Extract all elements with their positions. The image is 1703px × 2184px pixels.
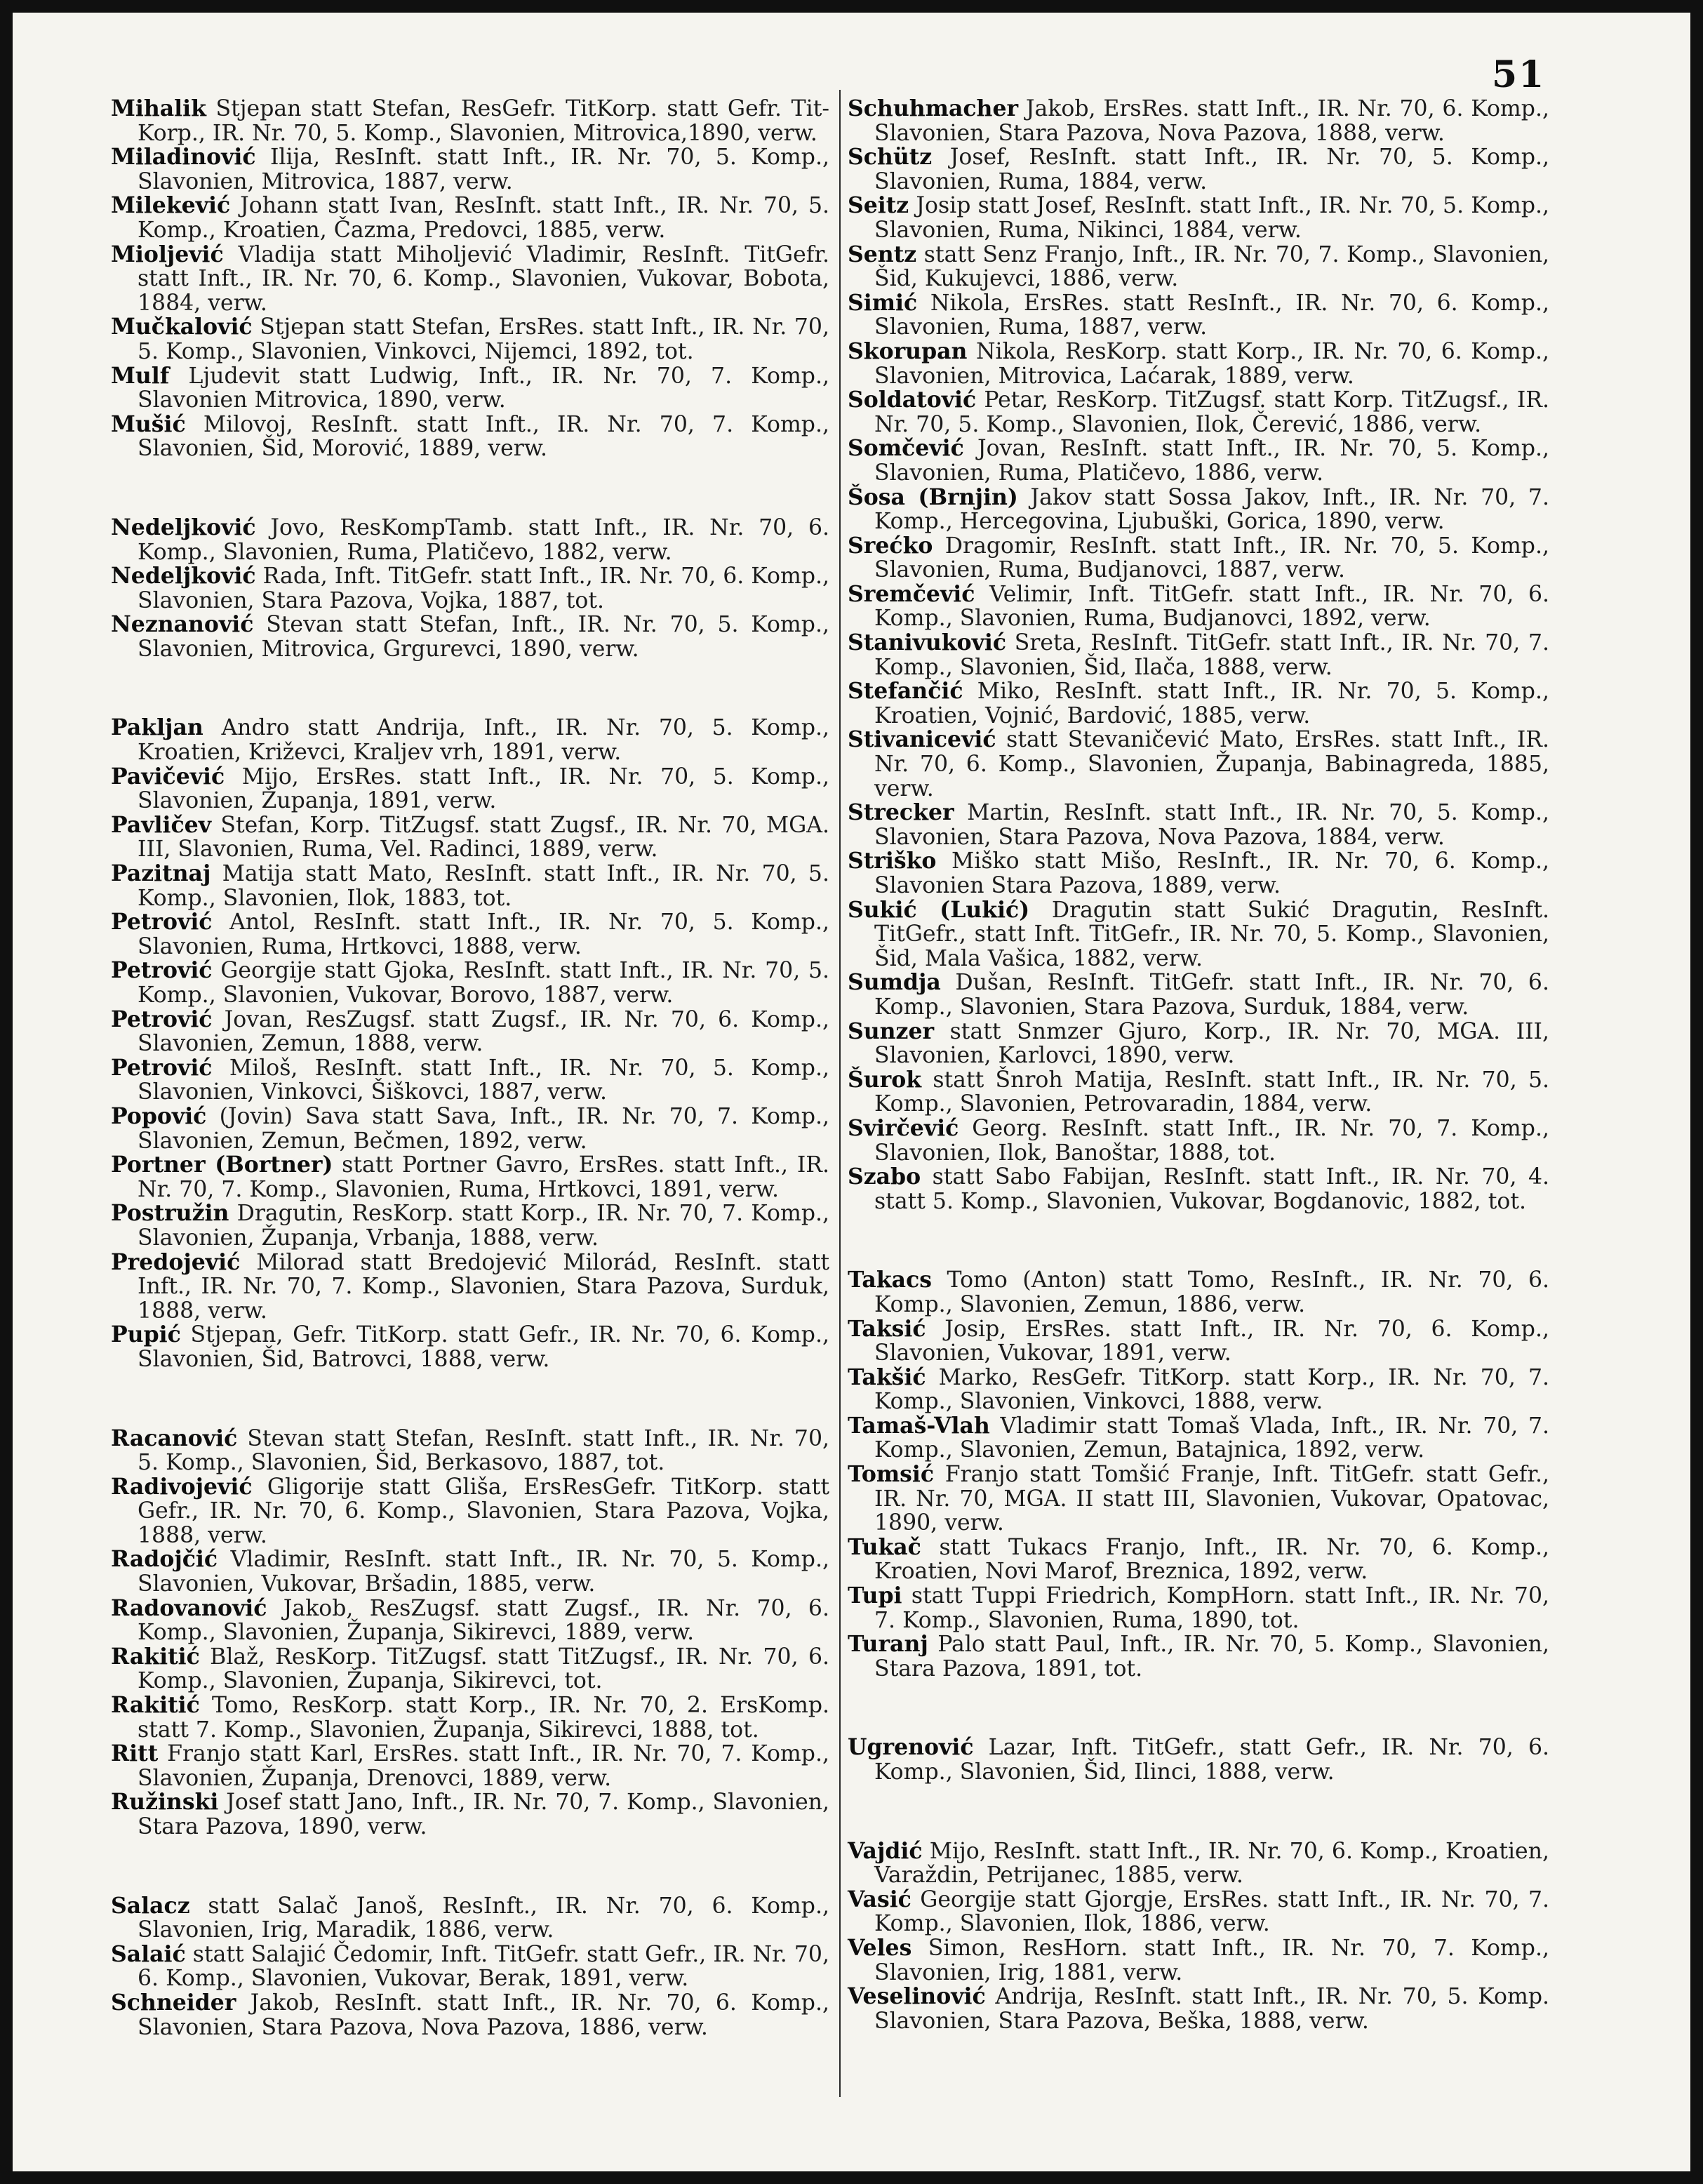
entry-details: statt Sabo Fabijan, ResInft. statt Inft., IR. Nr. 70, 4. statt 5. Komp., Slavonien, Vukovar, Bogdanovic, 1882, tot.: [874, 1164, 1549, 1214]
entry-surname: Tomsić: [848, 1461, 935, 1488]
roster-entry: [111, 1790, 829, 1839]
entry-details: Stjepan statt Stefan, ResGefr. TitKorp. statt Gefr. Tit-Korp., IR. Nr. 70, 5. Komp., Slavonien, Mitrovica,1890, verw.: [138, 96, 829, 146]
entry-details: statt Snmzer Gjuro, Korp., IR. Nr. 70, MGA. III, Slavonien, Karlovci, 1890, verw.: [874, 1018, 1550, 1069]
roster-entry: [848, 1165, 1549, 1213]
entry-details: Milorad statt Bredojević Milorád, ResInft. statt Inft., IR. Nr. 70, 7. Komp., Slavonien, Stara Pazova, Surduk, 1888, verw.: [138, 1249, 830, 1324]
entry-details: Petar, ResKorp. TitZugsf. statt Korp. TitZugsf., IR. Nr. 70, 5. Komp., Slavonien, Ilok, Čerević, 1886, verw.: [874, 387, 1550, 437]
roster-entry: [848, 1584, 1549, 1632]
roster-entry: [111, 564, 829, 613]
left-column: [111, 97, 829, 2039]
roster-entry: [111, 1693, 829, 1742]
roster-entry: [111, 910, 829, 959]
roster-entry: [848, 1414, 1549, 1463]
entry-details: statt Portner Gavro, ErsRes. statt Inft., IR. Nr. 70, 7. Komp., Slavonien, Ruma, Hrtkovci, 1891, verw.: [138, 1152, 829, 1202]
roster-entry: [848, 1268, 1549, 1317]
roster-entry: [111, 1940, 829, 1992]
entry-surname: Rakitić: [111, 1643, 200, 1670]
entry-surname: Vasić: [848, 1886, 911, 1912]
entry-details: Rada, Inft. TitGefr. statt Inft., IR. Nr. 70, 6. Komp., Slavonien, Stara Pazova, Vojka, 1887, tot.: [138, 564, 830, 613]
roster-entry: [111, 315, 829, 364]
entry-surname: Milekević: [111, 192, 231, 219]
entry-surname: Šurok: [848, 1066, 922, 1093]
entry-surname: Seitz: [848, 192, 909, 219]
roster-entry: [848, 1366, 1549, 1414]
entry-surname: Pavičević: [111, 763, 225, 790]
entry-details: Ljudevit statt Ludwig, Inft., IR. Nr. 70, 7. Komp., Slavonien Mitrovica, 1890, verw.: [138, 363, 829, 413]
entry-details: Vladija statt Miholjević Vladimir, ResInft. TitGefr. statt Inft., IR. Nr. 70, 6. Komp., Slavonien, Vukovar, Bobota, 1884, verw.: [138, 241, 830, 316]
document-page: [13, 13, 1690, 2171]
entry-surname: Striško: [848, 848, 937, 874]
entry-details: Tomo, ResKorp. statt Korp., IR. Nr. 70, 2. ErsKomp. statt 7. Komp., Slavonien, Županja, Sikirevci, 1888, tot.: [138, 1693, 830, 1743]
entry-surname: Svirčević: [848, 1114, 959, 1141]
entry-surname: Szabo: [848, 1164, 921, 1190]
entry-details: Stevan statt Stefan, ResInft. statt Inft., IR. Nr. 70, 5. Komp., Slavonien, Šid, Berkasovo, 1887, tot.: [138, 1425, 830, 1476]
roster-entry: [111, 145, 829, 194]
entry-details: Franjo statt Tomšić Franje, Inft. TitGefr. statt Gefr., IR. Nr. 70, MGA. II statt III, Slavonien, Vukovar, Opatovac, 1890, verw.: [874, 1462, 1549, 1536]
entry-surname: Tamaš-Vlah: [848, 1412, 990, 1439]
entry-surname: Sentz: [848, 241, 917, 267]
roster-entry: [111, 613, 829, 661]
roster-entry: [111, 1056, 829, 1105]
entry-details: statt Tukacs Franjo, Inft., IR. Nr. 70, 6. Komp., Kroatien, Novi Marof, Breznica, 1892, verw.: [874, 1534, 1549, 1585]
roster-entry: [848, 1839, 1549, 1888]
section-gap: [111, 661, 829, 716]
roster-entry: [848, 97, 1549, 145]
entry-details: Miko, ResInft. statt Inft., IR. Nr. 70, 5. Komp., Kroatien, Vojnić, Bardović, 1885, verw.: [874, 679, 1549, 728]
roster-entry: [111, 97, 829, 145]
roster-entry: [111, 516, 829, 564]
entry-details: Georgije statt Gjoka, ResInft. statt Inft., IR. Nr. 70, 5. Komp., Slavonien, Vukovar, Borovo, 1887, verw.: [138, 958, 829, 1008]
roster-entry: [111, 1427, 829, 1475]
entry-surname: Nedeljković: [111, 563, 256, 590]
entry-details: Stjepan statt Stefan, ErsRes. statt Inft., IR. Nr. 70, 5. Komp., Slavonien, Vinkovci, Nijemci, 1892, tot.: [138, 314, 829, 364]
entry-details: Andrija, ResInft. statt Inft., IR. Nr. 70, 5. Komp. Slavonien, Stara Pazova, Beška, 1888, verw.: [874, 1984, 1549, 2034]
roster-entry: [848, 291, 1549, 340]
entry-surname: Pazitnaj: [111, 860, 211, 887]
entry-surname: Radojčić: [111, 1546, 218, 1573]
entry-details: Dragutin statt Sukić Dragutin, ResInft. TitGefr., statt Inft. TitGefr., IR. Nr. 70, 5. Komp., Slavonien, Šid, Mala Vašica, 1882, verw.: [874, 897, 1550, 971]
entry-surname: Petrović: [111, 1054, 213, 1081]
roster-entry: [848, 849, 1549, 898]
roster-entry: [111, 1894, 829, 1943]
entry-details: Jakov statt Sossa Jakov, Inft., IR. Nr. 70, 7. Komp., Hercegovina, Ljubuški, Gorica, 1890, verw.: [874, 484, 1549, 535]
roster-entry: [848, 340, 1549, 388]
entry-details: Milovoj, ResInft. statt Inft., IR. Nr. 70, 7. Komp., Slavonien, Šid, Morović, 1889, verw.: [138, 411, 830, 462]
entry-details: Georg. ResInft. statt Inft., IR. Nr. 70, 7. Komp., Slavonien, Ilok, Banoštar, 1888, tot.: [874, 1115, 1549, 1166]
roster-entry: [848, 631, 1549, 679]
entry-surname: Pavličev: [111, 811, 212, 838]
roster-entry: [848, 388, 1549, 437]
entry-surname: Portner (Bortner): [111, 1152, 333, 1178]
entry-surname: Miladinović: [111, 144, 256, 171]
roster-entry: [111, 1323, 829, 1371]
entry-surname: Veles: [848, 1934, 912, 1961]
entry-surname: Sremčević: [848, 580, 975, 607]
roster-entry: [111, 243, 829, 316]
entry-surname: Popović: [111, 1103, 207, 1129]
entry-surname: Šosa (Brnjin): [848, 484, 1018, 510]
entry-surname: Sumdja: [848, 969, 941, 996]
entry-surname: Pupić: [111, 1321, 181, 1348]
entry-details: Josip statt Josef, ResInft. statt Inft., IR. Nr. 70, 5. Komp., Slavonien, Ruma, Nikinci, 1884, verw.: [874, 193, 1550, 243]
entry-details: Dušan, ResInft. TitGefr. statt Inft., IR. Nr. 70, 6. Komp., Slavonien, Stara Pazova, Surduk, 1884, verw.: [874, 970, 1549, 1020]
entry-surname: Predojević: [111, 1249, 241, 1275]
entry-surname: Petrović: [111, 1006, 213, 1032]
entry-details: Jakob, ErsRes. statt Inft., IR. Nr. 70, 6. Komp., Slavonien, Stara Pazova, Nova Pazova, 1888, verw.: [874, 96, 1549, 146]
entry-surname: Sunzer: [848, 1018, 935, 1044]
entry-details: Stevan statt Stefan, Inft., IR. Nr. 70, 5. Komp., Slavonien, Mitrovica, Grgurevci, 1890, verw.: [138, 612, 829, 662]
entry-details: Johann statt Ivan, ResInft. statt Inft., IR. Nr. 70, 5. Komp., Kroatien, Čazma, Predovci, 1885, verw.: [138, 193, 830, 243]
entry-surname: Pakljan: [111, 714, 203, 741]
entry-surname: Stefančić: [848, 678, 963, 705]
entry-details: (Jovin) Sava statt Sava, Inft., IR. Nr. 70, 7. Komp., Slavonien, Zemun, Bečmen, 1892, verw.: [138, 1103, 830, 1154]
entry-surname: Nedeljković: [111, 514, 256, 540]
roster-entry: [848, 1936, 1549, 1985]
entry-details: Jovan, ResInft. statt Inft., IR. Nr. 70, 5. Komp., Slavonien, Ruma, Platičevo, 1886, verw.: [874, 436, 1550, 486]
roster-entry: [111, 1251, 829, 1324]
roster-entry: [111, 765, 829, 813]
roster-entry: [111, 1594, 829, 1646]
entry-surname: Takacs: [848, 1267, 932, 1293]
entry-surname: Turanj: [848, 1631, 928, 1658]
entry-details: Vladimir statt Tomaš Vlada, Inft., IR. Nr. 70, 7. Komp., Slavonien, Zemun, Batajnica, 1892, verw.: [874, 1413, 1550, 1463]
entry-surname: Neznanović: [111, 611, 254, 638]
entry-details: Miloš, ResInft. statt Inft., IR. Nr. 70, 5. Komp., Slavonien, Vinkovci, Šiškovci, 1887, verw.: [138, 1055, 830, 1105]
roster-entry: [848, 971, 1549, 1019]
roster-entry: [848, 1317, 1549, 1366]
entry-surname: Salacz: [111, 1892, 190, 1919]
entry-details: Andro statt Andrija, Inft., IR. Nr. 70, 5. Komp., Kroatien, Križevci, Kraljev vrh, 1891, verw.: [138, 715, 830, 766]
roster-entry: [111, 413, 829, 461]
roster-entry: [848, 1632, 1549, 1681]
entry-details: statt Senz Franjo, Inft., IR. Nr. 70, 7. Komp., Slavonien, Šid, Kukujevci, 1886, verw.: [874, 241, 1549, 292]
entry-surname: Srećko: [848, 532, 933, 559]
right-column: [848, 97, 1549, 2033]
entry-details: statt Šnroh Matija, ResInft. statt Inft., IR. Nr. 70, 5. Komp., Slavonien, Petrovaradin, 1884, verw.: [874, 1067, 1549, 1117]
entry-surname: Sukić (Lukić): [848, 896, 1030, 923]
roster-entry: [848, 728, 1549, 801]
entry-details: Matija statt Mato, ResInft. statt Inft., IR. Nr. 70, 5. Komp., Slavonien, Ilok, 1883, tot.: [138, 861, 829, 911]
page-number: 51: [1492, 53, 1546, 96]
entry-details: Jakob, ResInft. statt Inft., IR. Nr. 70, 6. Komp., Slavonien, Stara Pazova, Nova Pazova, 1886, verw.: [138, 1990, 830, 2040]
entry-details: Nikola, ResKorp. statt Korp., IR. Nr. 70, 6. Komp., Slavonien, Mitrovica, Laćarak, 1889, verw.: [874, 338, 1549, 389]
roster-entry: [848, 1888, 1549, 1936]
entry-details: Josef, ResInft. statt Inft., IR. Nr. 70, 5. Komp., Slavonien, Ruma, 1884, verw.: [874, 145, 1550, 194]
entry-surname: Vajdić: [848, 1837, 923, 1864]
roster-entry: [848, 1463, 1549, 1536]
roster-entry: [111, 1991, 829, 2039]
entry-details: statt Tuppi Friedrich, KompHorn. statt Inft., IR. Nr. 70, 7. Komp., Slavonien, Ruma, 1890, tot.: [874, 1583, 1550, 1633]
entry-surname: Stanivuković: [848, 630, 1007, 656]
section-gap: [111, 1839, 829, 1894]
entry-details: Jovo, ResKompTamb. statt Inft., IR. Nr. 70, 6. Komp., Slavonien, Ruma, Platičevo, 1882, verw.: [138, 514, 829, 565]
roster-entry: [848, 1020, 1549, 1068]
roster-entry: [848, 194, 1549, 242]
entry-details: Velimir, Inft. TitGefr. statt Inft., IR. Nr. 70, 6. Komp., Slavonien, Ruma, Budjanovci, 1892, verw.: [874, 581, 1549, 632]
entry-details: Stjepan, Gefr. TitKorp. statt Gefr., IR. Nr. 70, 6. Komp., Slavonien, Šid, Batrovci, 1888, verw.: [138, 1322, 829, 1372]
entry-surname: Strecker: [848, 799, 954, 826]
entry-surname: Rakitić: [111, 1692, 200, 1719]
entry-details: Jovan, ResZugsf. statt Zugsf., IR. Nr. 70, 6. Komp., Slavonien, Zemun, 1888, verw.: [138, 1006, 829, 1057]
roster-entry: [848, 437, 1549, 485]
entry-details: Palo statt Paul, Inft., IR. Nr. 70, 5. Komp., Slavonien, Stara Pazova, 1891, tot.: [874, 1632, 1549, 1682]
entry-surname: Racanović: [111, 1425, 238, 1451]
roster-entry: [111, 959, 829, 1007]
entry-surname: Mušić: [111, 411, 186, 437]
entry-surname: Takšić: [848, 1364, 926, 1390]
roster-entry: [848, 243, 1549, 291]
entry-surname: Ružinski: [111, 1789, 219, 1816]
column-divider: [839, 90, 841, 2097]
roster-entry: [848, 1533, 1549, 1585]
entry-surname: Salaić: [111, 1940, 186, 1967]
entry-details: Tomo (Anton) statt Tomo, ResInft., IR. Nr. 70, 6. Komp., Slavonien, Zemun, 1886, verw.: [874, 1267, 1549, 1317]
entry-details: Franjo statt Karl, ErsRes. statt Inft., IR. Nr. 70, 7. Komp., Slavonien, Županja, Drenovci, 1889, verw.: [138, 1741, 829, 1791]
entry-details: Antol, ResInft. statt Inft., IR. Nr. 70, 5. Komp., Slavonien, Ruma, Hrtkovci, 1888, verw.: [138, 910, 830, 959]
section-gap: [111, 1372, 829, 1427]
entry-surname: Radivojević: [111, 1473, 253, 1500]
roster-entry: [848, 679, 1549, 728]
entry-details: Mijo, ErsRes. statt Inft., IR. Nr. 70, 5. Komp., Slavonien, Županja, 1891, verw.: [138, 764, 829, 814]
entry-surname: Petrović: [111, 909, 213, 935]
entry-surname: Mioljević: [111, 241, 224, 267]
entry-details: Lazar, Inft. TitGefr., statt Gefr., IR. Nr. 70, 6. Komp., Slavonien, Šid, Ilinci, 1888, verw.: [874, 1735, 1550, 1785]
entry-details: Mijo, ResInft. statt Inft., IR. Nr. 70, 6. Komp., Kroatien, Varaždin, Petrijanec, 1885, verw.: [874, 1838, 1549, 1889]
roster-entry: [848, 1985, 1549, 2033]
roster-entry: [848, 1736, 1549, 1784]
roster-entry: [848, 1068, 1549, 1117]
entry-details: Dragomir, ResInft. statt Inft., IR. Nr. 70, 5. Komp., Slavonien, Ruma, Budjanovci, 1887, verw.: [874, 533, 1549, 583]
section-gap: [111, 461, 829, 516]
entry-surname: Ritt: [111, 1740, 159, 1767]
entry-details: Stefan, Korp. TitZugsf. statt Zugsf., IR. Nr. 70, MGA. III, Slavonien, Ruma, Vel. Radinci, 1889, verw.: [138, 812, 829, 863]
roster-entry: [848, 898, 1549, 971]
section-gap: [848, 1681, 1549, 1736]
roster-entry: [111, 1153, 829, 1201]
roster-entry: [111, 1475, 829, 1548]
entry-details: Georgije statt Gjorgje, ErsRes. statt Inft., IR. Nr. 70, 7. Komp., Slavonien, Ilok, 1886, verw.: [874, 1886, 1550, 1937]
roster-entry: [848, 534, 1549, 582]
roster-entry: [111, 1645, 829, 1693]
entry-details: Martin, ResInft. statt Inft., IR. Nr. 70, 5. Komp., Slavonien, Stara Pazova, Nova Pazova, 1884, verw.: [874, 800, 1549, 850]
section-gap: [848, 1785, 1549, 1839]
roster-entry: [111, 1742, 829, 1790]
entry-surname: Mihalik: [111, 95, 206, 121]
entry-details: Marko, ResGefr. TitKorp. statt Korp., IR. Nr. 70, 7. Komp., Slavonien, Vinkovci, 1888, verw.: [874, 1364, 1549, 1415]
entry-surname: Somčević: [848, 435, 964, 462]
roster-entry: [848, 582, 1549, 631]
entry-surname: Postružin: [111, 1200, 229, 1227]
roster-entry: [848, 486, 1549, 534]
entry-details: Dragutin, ResKorp. statt Korp., IR. Nr. 70, 7. Komp., Slavonien, Županja, Vrbanja, 1888, verw.: [138, 1201, 830, 1251]
entry-details: Josip, ErsRes. statt Inft., IR. Nr. 70, 6. Komp., Slavonien, Vukovar, 1891, verw.: [874, 1316, 1550, 1366]
entry-surname: Schütz: [848, 144, 933, 171]
entry-surname: Schneider: [111, 1989, 236, 2016]
roster-entry: [111, 194, 829, 242]
roster-entry: [111, 1105, 829, 1153]
entry-details: Vladimir, ResInft. statt Inft., IR. Nr. 70, 5. Komp., Slavonien, Vukovar, Bršadin, 1885, verw.: [138, 1547, 829, 1597]
entry-details: Gligorije statt Gliša, ErsResGefr. TitKorp. statt Gefr., IR. Nr. 70, 6. Komp., Slavonien, Stara Pazova, Vojka, 1888, verw.: [138, 1474, 829, 1548]
entry-surname: Mučkalović: [111, 314, 253, 340]
entry-details: statt Salajić Čedomir, Inft. TitGefr. statt Gefr., IR. Nr. 70, 6. Komp., Slavonien, Vukovar, Berak, 1891, verw.: [138, 1941, 829, 1992]
entry-surname: Simić: [848, 289, 918, 316]
entry-details: statt Stevaničević Mato, ErsRes. statt Inft., IR. Nr. 70, 6. Komp., Slavonien, Županja, Babinagreda, 1885, verw.: [874, 727, 1550, 801]
roster-entry: [111, 364, 829, 413]
roster-entry: [848, 801, 1549, 849]
entry-details: Sreta, ResInft. TitGefr. statt Inft., IR. Nr. 70, 7. Komp., Slavonien, Šid, Ilača, 1888, verw.: [874, 630, 1549, 680]
entry-surname: Skorupan: [848, 338, 968, 364]
roster-entry: [111, 813, 829, 862]
entry-surname: Taksić: [848, 1315, 926, 1342]
entry-surname: Petrović: [111, 957, 213, 984]
entry-surname: Mulf: [111, 362, 170, 389]
entry-surname: Veselinović: [848, 1983, 986, 2010]
entry-details: Jakob, ResZugsf. statt Zugsf., IR. Nr. 70, 6. Komp., Slavonien, Županja, Sikirevci, 1889, verw.: [138, 1595, 829, 1646]
section-gap: [848, 1213, 1549, 1268]
entry-surname: Ugrenović: [848, 1734, 974, 1761]
entry-surname: Stivanicević: [848, 726, 996, 753]
roster-entry: [848, 1114, 1549, 1166]
entry-surname: Tupi: [848, 1583, 902, 1609]
roster-entry: [111, 862, 829, 910]
entry-details: Simon, ResHorn. statt Inft., IR. Nr. 70, 7. Komp., Slavonien, Irig, 1881, verw.: [874, 1935, 1549, 1985]
entry-details: Nikola, ErsRes. statt ResInft., IR. Nr. 70, 6. Komp., Slavonien, Ruma, 1887, verw.: [874, 290, 1549, 340]
roster-entry: [111, 716, 829, 764]
roster-entry: [111, 1008, 829, 1056]
entry-surname: Tukač: [848, 1533, 921, 1560]
entry-details: Ilija, ResInft. statt Inft., IR. Nr. 70, 5. Komp., Slavonien, Mitrovica, 1887, verw.: [138, 145, 829, 194]
roster-entry: [111, 1201, 829, 1250]
entry-details: statt Salač Janoš, ResInft., IR. Nr. 70, 6. Komp., Slavonien, Irig, Maradik, 1886, verw.: [138, 1893, 829, 1943]
entry-details: Josef statt Jano, Inft., IR. Nr. 70, 7. Komp., Slavonien, Stara Pazova, 1890, verw.: [138, 1790, 830, 1839]
entry-surname: Radovanović: [111, 1594, 267, 1621]
roster-entry: [848, 145, 1549, 194]
roster-entry: [111, 1547, 829, 1596]
entry-details: Miško statt Mišo, ResInft., IR. Nr. 70, 6. Komp., Slavonien Stara Pazova, 1889, verw.: [874, 848, 1549, 898]
entry-details: Blaž, ResKorp. TitZugsf. statt TitZugsf., IR. Nr. 70, 6. Komp., Slavonien, Županja, Sikirevci, tot.: [138, 1644, 829, 1694]
entry-surname: Soldatović: [848, 387, 977, 413]
entry-surname: Schuhmacher: [848, 95, 1019, 121]
